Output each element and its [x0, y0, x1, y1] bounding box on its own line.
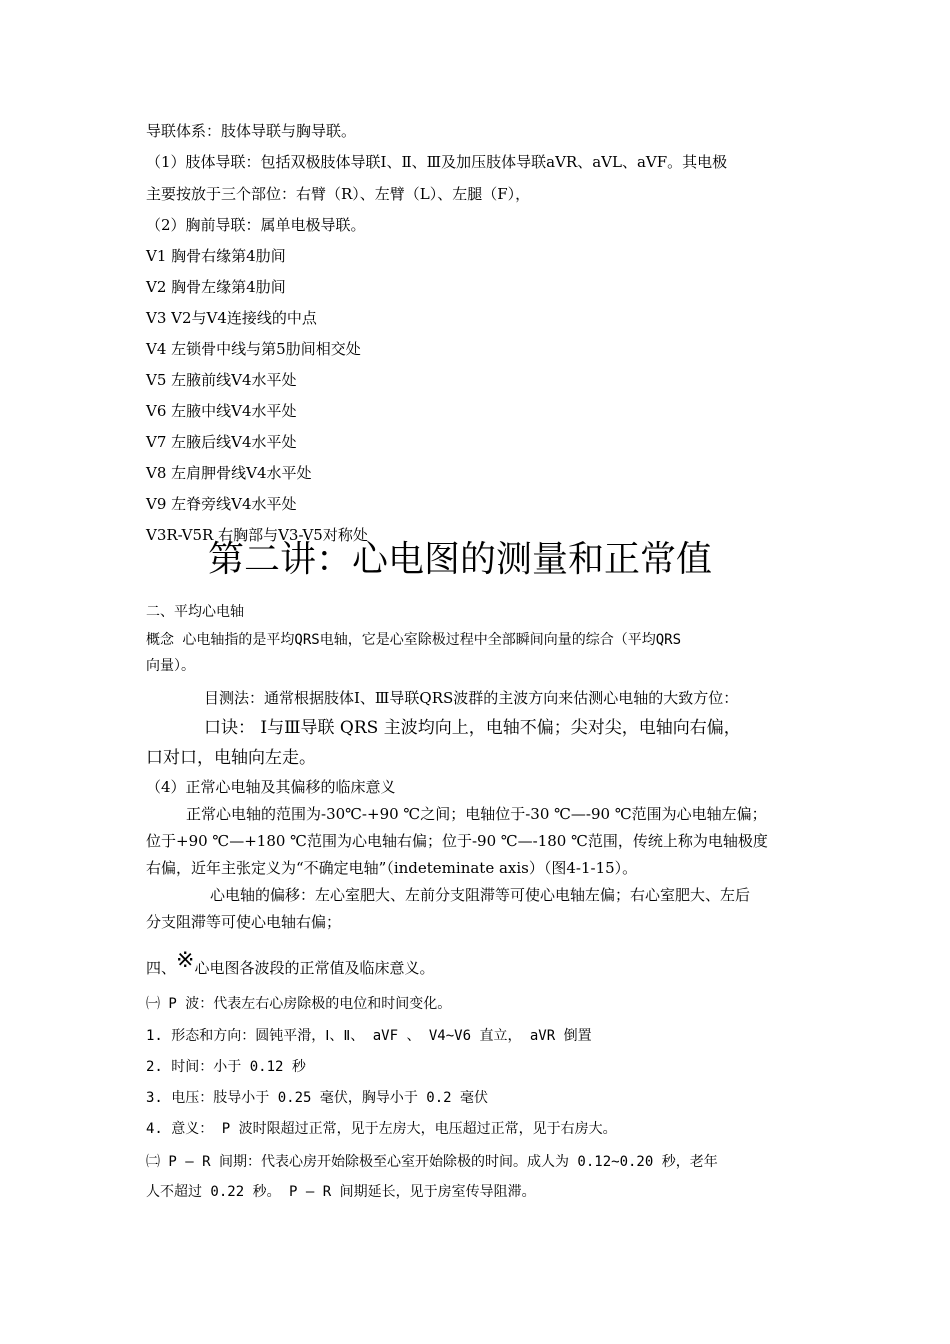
- chest-lead-v1: V1 胸骨右缘第4肋间: [146, 247, 286, 265]
- pr-interval-text-cont: 人不超过 0.22 秒。 P — R 间期延长，见于房室传导阻滞。: [146, 1184, 536, 1200]
- waves-heading-number: 四、: [146, 959, 177, 977]
- chest-lead-v2: V2 胸骨左缘第4肋间: [146, 278, 286, 296]
- visual-method-text: 目测法：通常根据肢体Ⅰ、Ⅲ导联QRS波群的主波方向来估测心电轴的大致方位：: [204, 689, 739, 707]
- axis-concept: 概念 心电轴指的是平均QRS电轴，它是心室除极过程中全部瞬间向量的综合（平均QRS: [146, 632, 681, 648]
- chest-lead-v6: V6 左腋中线V4水平处: [146, 402, 297, 420]
- chest-lead-v5: V5 左腋前线V4水平处: [146, 371, 297, 389]
- p-wave-item: 4. 意义： P 波时限超过正常，见于左房大，电压超过正常，见于右房大。: [146, 1121, 617, 1137]
- mnemonic-text-cont: 口对口，电轴向左走。: [146, 748, 316, 768]
- normal-axis-range-cont: 位于+90 ℃—+180 ℃范围为心电轴右偏；位于-90 ℃—-180 ℃范围，传统上称为电轴极度: [146, 832, 768, 850]
- chest-leads-text: （2）胸前导联：属单电极导联。: [146, 216, 366, 234]
- chest-lead-v9: V9 左脊旁线V4水平处: [146, 495, 297, 513]
- axis-heading: 二、平均心电轴: [146, 604, 244, 620]
- pr-interval-text: ㈡ P — R 间期：代表心房开始除极至心室开始除极的时间。成人为 0.12~0.20 秒，老年: [146, 1154, 718, 1170]
- limb-leads-text: （1）肢体导联：包括双极肢体导联Ⅰ、Ⅱ、Ⅲ及加压肢体导联aVR、aVL、aVF。其电极: [146, 153, 728, 171]
- chest-lead-v3r-v5r: V3R-V5R 右胸部与V3-V5对称处: [146, 526, 368, 544]
- lecture-title: 第二讲：心电图的测量和正常值: [207, 539, 712, 580]
- waves-heading: [146, 948, 435, 978]
- mnemonic-text: 口诀： Ⅰ与Ⅲ导联 QRS 主波均向上，电轴不偏；尖对尖，电轴向右偏，: [204, 718, 741, 738]
- reference-mark-icon: ※: [176, 948, 195, 973]
- p-wave-item: 3. 电压：肢导小于 0.25 毫伏，胸导小于 0.2 毫伏: [146, 1090, 489, 1106]
- normal-axis-heading: （4）正常心电轴及其偏移的临床意义: [146, 778, 396, 796]
- lead-system-text: 导联体系：肢体导联与胸导联。: [146, 122, 357, 140]
- axis-deviation-text: 心电轴的偏移：左心室肥大、左前分支阻滞等可使心电轴左偏；右心室肥大、左后: [210, 886, 751, 904]
- axis-concept-cont: 向量）。: [146, 658, 195, 674]
- chest-lead-v3: V3 V2与V4连接线的中点: [146, 309, 317, 327]
- waves-heading-text: 心电图各波段的正常值及临床意义。: [194, 959, 435, 977]
- limb-leads-text-cont: 主要按放于三个部位：右臂（R）、左臂（L）、左腿（F），: [146, 185, 531, 203]
- chest-lead-v4: V4 左锁骨中线与第5肋间相交处: [146, 340, 361, 358]
- p-wave-item: 1. 形态和方向：圆钝平滑，Ⅰ、Ⅱ、 aVF 、 V4~V6 直立， aVR 倒置: [146, 1028, 592, 1044]
- normal-axis-range-end: 右偏，近年主张定义为“不确定电轴”（indeteminate axis）（图4-1-15）。: [146, 859, 638, 877]
- axis-deviation-text-cont: 分支阻滞等可使心电轴右偏；: [146, 913, 342, 931]
- p-wave-item: 2. 时间：小于 0.12 秒: [146, 1059, 306, 1075]
- chest-lead-v8: V8 左肩胛骨线V4水平处: [146, 464, 312, 482]
- normal-axis-range: 正常心电轴的范围为-30℃-+90 ℃之间；电轴位于-30 ℃—-90 ℃范围为心电轴左偏；: [186, 805, 767, 823]
- chest-lead-v7: V7 左腋后线V4水平处: [146, 433, 297, 451]
- p-wave-heading: ㈠ P 波：代表左右心房除极的电位和时间变化。: [146, 996, 452, 1012]
